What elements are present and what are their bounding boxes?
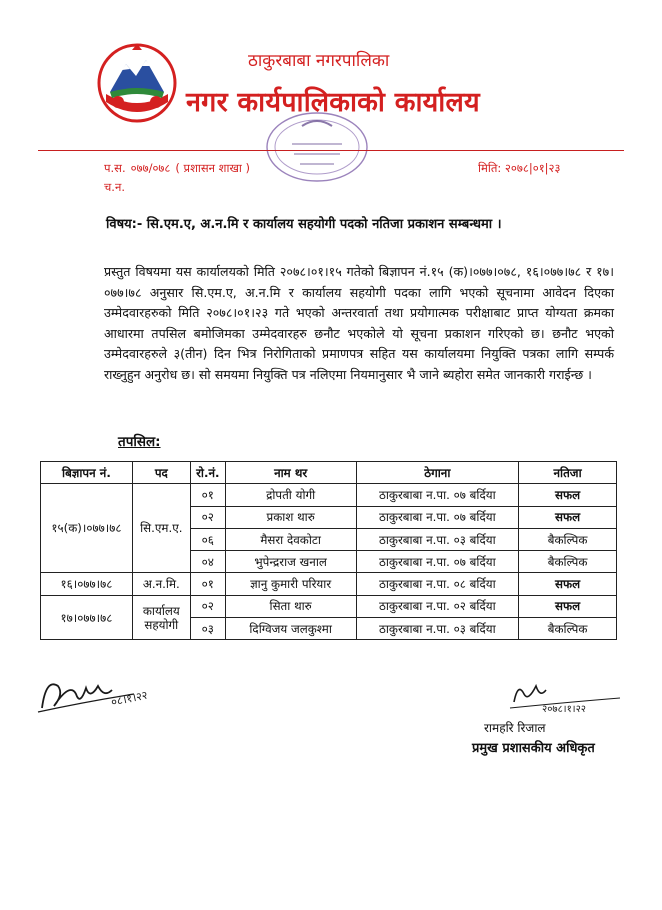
- ad-number-cell: १५(क)।०७७।७८: [41, 484, 133, 573]
- post-cell: अ.न.मि.: [132, 573, 190, 595]
- table-row: [41, 595, 617, 617]
- result-cell: सफल: [519, 484, 617, 506]
- table-header-row: [41, 462, 617, 484]
- reference-number: [104, 161, 255, 176]
- roll-cell: ०६: [190, 528, 225, 550]
- results-table: [40, 461, 617, 640]
- result-cell: सफल: [519, 506, 617, 528]
- post-cell: सि.एम.ए.: [132, 484, 190, 573]
- roll-cell: ०२: [190, 506, 225, 528]
- municipality-name: ठाकुरबाबा नगरपालिका: [248, 51, 390, 71]
- ad-number-cell: १७।०७७।७८: [41, 595, 133, 640]
- col-ad-number: बिज्ञापन नं.: [41, 462, 133, 484]
- office-stamp-icon: [262, 108, 372, 186]
- dispatch-number: च.न.: [104, 180, 125, 194]
- roll-cell: ०४: [190, 551, 225, 573]
- col-name: नाम थर: [225, 462, 356, 484]
- notice-body: प्रस्तुत विषयमा यस कार्यालयको मिति २०७८।०१।१५ गतेको बिज्ञापन नं.१५ (क)।०७७।०७८, १६।०७७।७८ र १७।०७७।७८ अनुसार सि.एम.ए, अ.न.मि र कार्यालय सहयोगी पदका लागि भएको सूचनामा आवेदन दिएका उम्मेदवारहरुको मिति २०७८।०१।२३ गते भएको अन्तरवार्ता तथा प्रयोगात्मक परीक्षाबाट प्राप्त योग्यता क्रमका आधारमा तपसिल बमोजिमका उम्मेदवारहरु छनौट भएकोले यो सूचना प्रकाशन गरिएको छ। छनौट भएको उम्मेदवारहरुले ३(तीन) दिन भित्र निरोगिताको प्रमाणपत्र सहित यस कार्यालयमा नियुक्ति पत्रका लागि सम्पर्क राख्नुहुन अनुरोध छ। सो समयमा नियुक्ति पत्र नलिएमा नियमानुसार भै जाने ब्यहोरा समेत जानकारी गराईन्छ ।: [104, 264, 614, 382]
- name-cell: मैसरा देवकोटा: [225, 528, 356, 550]
- name-cell: प्रकाश थारु: [225, 506, 356, 528]
- address-cell: ठाकुरबाबा न.पा. ०३ बर्दिया: [356, 618, 519, 640]
- col-result: नतिजा: [519, 462, 617, 484]
- name-cell: ज्ञानु कुमारी परियार: [225, 573, 356, 595]
- issue-date: [478, 161, 561, 176]
- ref-section: ( प्रशासन शाखा ): [175, 161, 251, 175]
- result-cell: बैकल्पिक: [519, 618, 617, 640]
- officer-title: प्रमुख प्रशासकीय अधिकृत: [472, 741, 595, 756]
- col-roll: रो.नं.: [190, 462, 225, 484]
- address-cell: ठाकुरबाबा न.पा. ०२ बर्दिया: [356, 595, 519, 617]
- details-heading: तपसिल:: [118, 434, 161, 450]
- date-value: २०७८|०१|२३: [504, 161, 561, 175]
- nepal-emblem-icon: [96, 42, 178, 124]
- left-signature: [24, 664, 174, 724]
- post-cell: कार्यालय सहयोगी: [132, 595, 190, 640]
- name-cell: सिता थारु: [225, 595, 356, 617]
- address-cell: ठाकुरबाबा न.पा. ०३ बर्दिया: [356, 528, 519, 550]
- table-row: [41, 573, 617, 595]
- ref-label: प.स.: [104, 161, 126, 175]
- ad-number-cell: १६।०७७।७८: [41, 573, 133, 595]
- address-cell: ठाकुरबाबा न.पा. ०७ बर्दिया: [356, 484, 519, 506]
- roll-cell: ०३: [190, 618, 225, 640]
- officer-name: रामहरि रिजाल: [484, 721, 546, 735]
- roll-cell: ०२: [190, 595, 225, 617]
- subject-line: विषय:- सि.एम.ए, अ.न.मि र कार्यालय सहयोगी पदको नतिजा प्रकाशन सम्बन्धमा ।: [106, 217, 502, 232]
- result-cell: सफल: [519, 573, 617, 595]
- office-name: नगर कार्यपालिकाको कार्यालय: [186, 87, 480, 118]
- roll-cell: ०१: [190, 573, 225, 595]
- date-label: मिति:: [478, 161, 502, 175]
- right-signature-date: २०७८।१।२२: [542, 704, 586, 715]
- roll-cell: ०१: [190, 484, 225, 506]
- table-row: [41, 484, 617, 506]
- header-divider: [38, 150, 624, 151]
- col-post: पद: [132, 462, 190, 484]
- result-cell: बैकल्पिक: [519, 528, 617, 550]
- left-signature-date: ०८।१।२२: [109, 688, 149, 709]
- name-cell: भुपेन्द्रराज खनाल: [225, 551, 356, 573]
- right-signature: [480, 672, 630, 722]
- address-cell: ठाकुरबाबा न.पा. ०७ बर्दिया: [356, 506, 519, 528]
- name-cell: दिग्विजय जलकुश्मा: [225, 618, 356, 640]
- result-cell: सफल: [519, 595, 617, 617]
- ref-number: ०७७/०७८: [130, 161, 171, 175]
- address-cell: ठाकुरबाबा न.पा. ०७ बर्दिया: [356, 551, 519, 573]
- address-cell: ठाकुरबाबा न.पा. ०८ बर्दिया: [356, 573, 519, 595]
- name-cell: द्रोपती योगी: [225, 484, 356, 506]
- result-cell: बैकल्पिक: [519, 551, 617, 573]
- col-address: ठेगाना: [356, 462, 519, 484]
